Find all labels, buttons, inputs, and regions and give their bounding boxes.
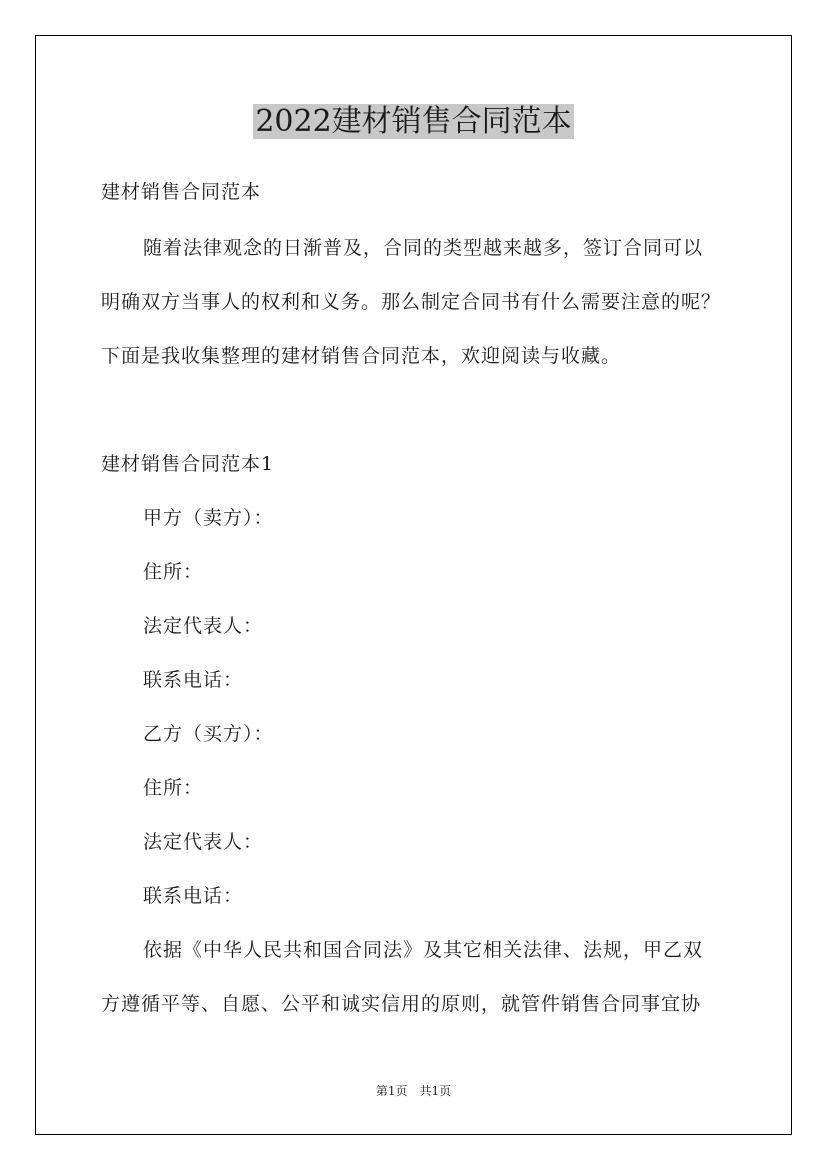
section-heading: 建材销售合同范本1	[101, 453, 275, 475]
field-label-legal-rep: 法定代表人：	[143, 615, 264, 637]
paragraph-line: 下面是我收集整理的建材销售合同范本，欢迎阅读与收藏。	[101, 345, 622, 367]
field-label-phone: 联系电话：	[143, 669, 244, 691]
paragraph-line: 明确双方当事人的权利和义务。那么制定合同书有什么需要注意的呢？	[101, 291, 722, 313]
paragraph-line: 方遵循平等、自愿、公平和诚实信用的原则，就管件销售合同事宜协	[101, 993, 702, 1015]
field-label-legal-rep: 法定代表人：	[143, 831, 264, 853]
field-label-party-a: 甲方（卖方）：	[143, 507, 274, 529]
paragraph-line: 依据《中华人民共和国合同法》及其它相关法律、法规，甲乙双	[143, 939, 704, 961]
document-title	[0, 101, 827, 143]
section-heading: 建材销售合同范本	[101, 181, 262, 203]
paragraph-line: 随着法律观念的日渐普及，合同的类型越来越多，签订合同可以	[143, 237, 704, 259]
page-footer: 第1页 共1页	[375, 1084, 452, 1098]
field-label-address: 住所：	[143, 561, 204, 583]
field-label-party-b: 乙方（买方）：	[143, 723, 274, 745]
document-title-text: 2022建材销售合同范本	[255, 104, 572, 139]
field-label-phone: 联系电话：	[143, 885, 244, 907]
field-label-address: 住所：	[143, 777, 204, 799]
